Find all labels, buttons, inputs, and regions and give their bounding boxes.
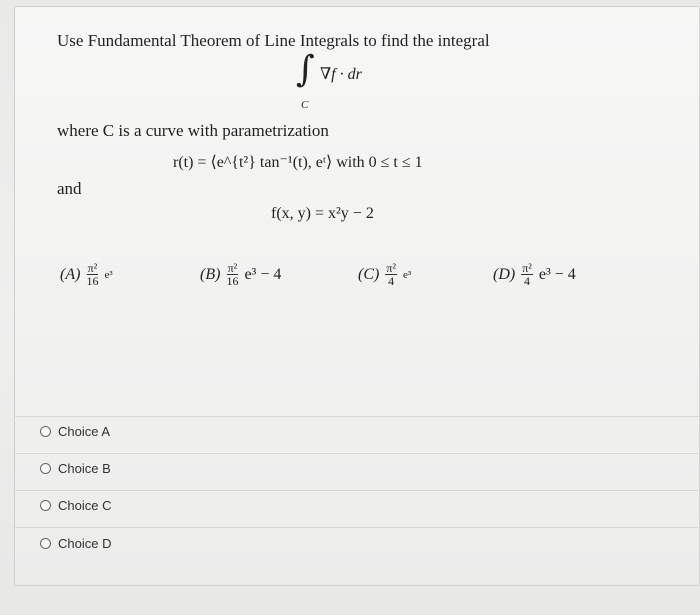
denominator: 16: [86, 274, 99, 288]
question-prompt: Use Fundamental Theorem of Line Integrals to find the integral: [57, 31, 490, 50]
and-text: and: [57, 179, 82, 198]
answer-rest: e³ − 4: [244, 265, 282, 283]
denominator: 4: [388, 274, 395, 288]
numerator: π²: [227, 261, 238, 275]
parametrization: r(t) = ⟨e^{t²} tan⁻¹(t), eᵗ⟩ with 0 ≤ t ≤ 1: [173, 154, 423, 171]
choice-row-d[interactable]: [14, 527, 698, 558]
numerator: π²: [522, 261, 532, 275]
answer-rest: e³: [402, 268, 412, 281]
answer-a: [60, 262, 113, 287]
fraction: [226, 262, 238, 287]
denominator: 4: [524, 274, 531, 288]
fraction: [521, 262, 533, 287]
where-text: where C is a curve with parametrization: [57, 121, 329, 140]
choice-row-c[interactable]: [14, 490, 698, 521]
fraction: [86, 262, 98, 287]
choice-label[interactable]: Choice A: [58, 424, 111, 439]
choice-row-a[interactable]: [14, 416, 698, 447]
answer-label: (B): [200, 265, 221, 283]
choice-row-b[interactable]: [14, 453, 698, 484]
integrand: ∇f · dr: [320, 66, 362, 83]
function-definition: f(x, y) = x²y − 2: [271, 205, 374, 222]
integral-sign: ∫: [296, 49, 315, 90]
answer-rest: e³: [104, 268, 113, 281]
denominator: 16: [226, 274, 239, 288]
radio-button[interactable]: [40, 538, 51, 549]
radio-button[interactable]: [40, 426, 51, 437]
fraction: [385, 262, 397, 287]
numerator: π²: [386, 261, 396, 275]
numerator: π²: [87, 261, 98, 275]
answer-c: [358, 262, 411, 287]
choice-label[interactable]: Choice D: [58, 536, 112, 551]
radio-button[interactable]: [40, 500, 51, 511]
answer-rest: e³ − 4: [538, 265, 576, 283]
choice-label[interactable]: Choice B: [58, 461, 111, 476]
integral-subscript: C: [301, 99, 309, 111]
answer-label: (A): [60, 265, 81, 283]
answer-label: (C): [358, 265, 380, 283]
answer-b: [200, 262, 281, 287]
choice-label[interactable]: Choice C: [58, 498, 112, 513]
answer-d: [493, 262, 576, 287]
radio-button[interactable]: [40, 463, 51, 474]
answer-label: (D): [493, 265, 516, 283]
